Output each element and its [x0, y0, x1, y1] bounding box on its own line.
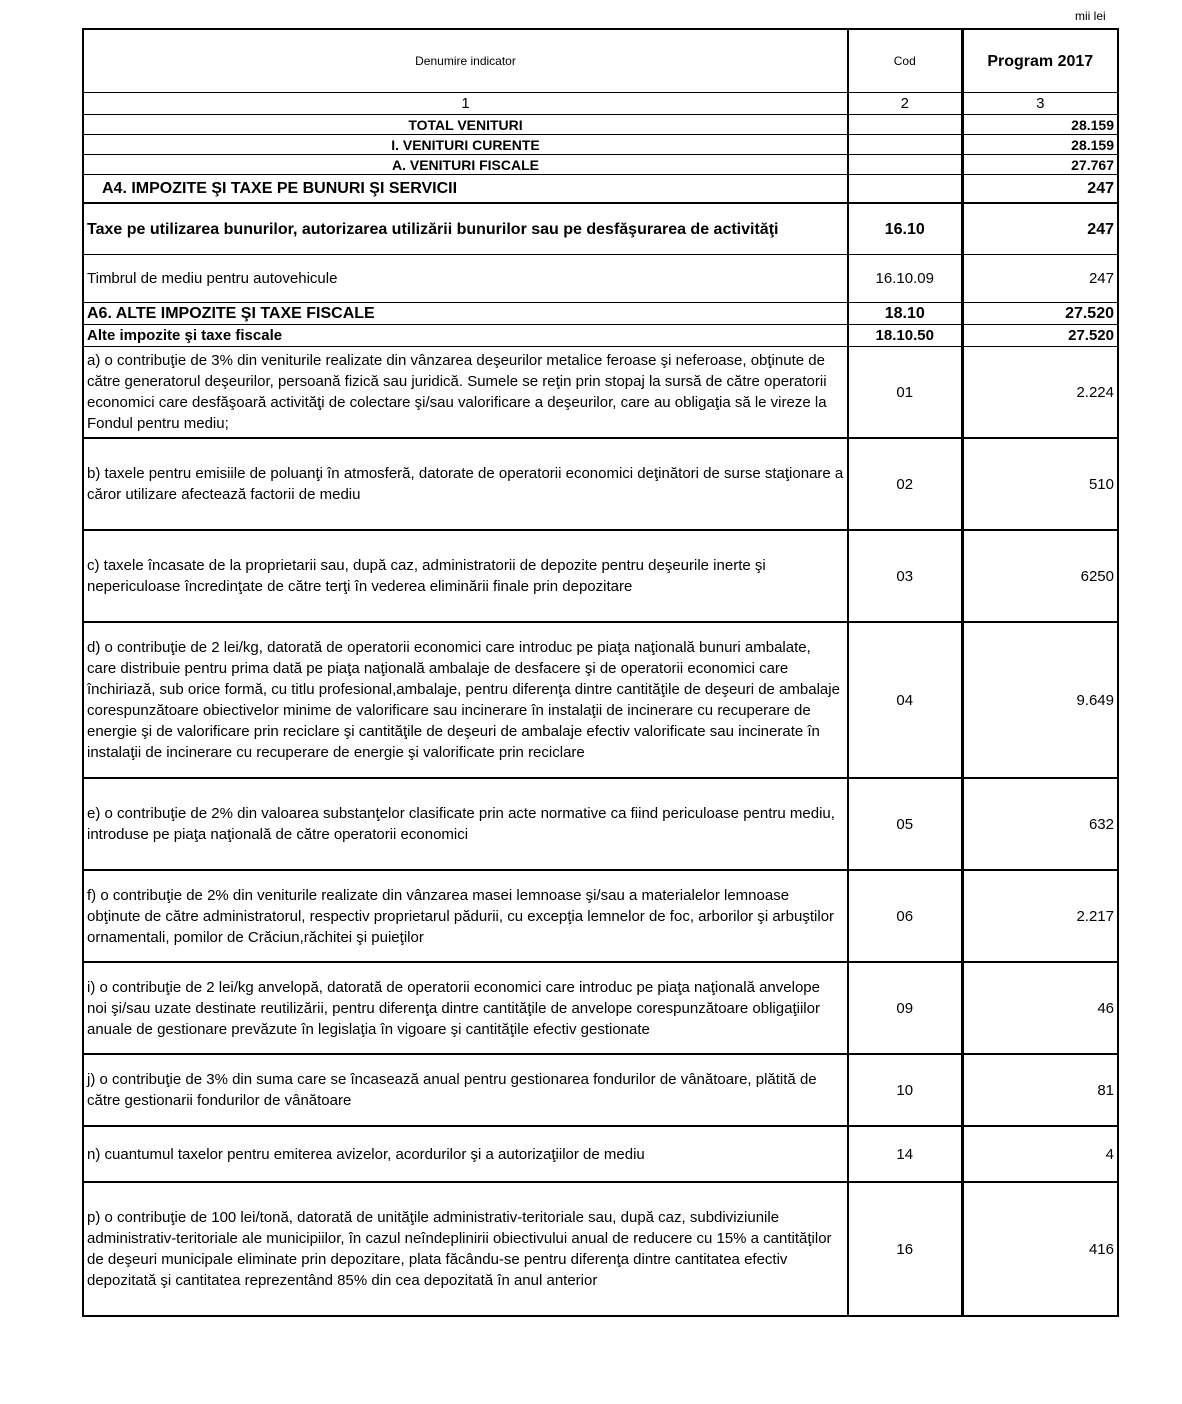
row-value: 247: [962, 175, 1118, 204]
row-code: 01: [848, 347, 962, 439]
row-value: 510: [962, 438, 1118, 530]
row-label: e) o contribuţie de 2% din valoarea substanţelor clasificate prin acte normative ca fiind periculoase pentru mediu, introduse pe piaţa naţională de către operatorii economici: [83, 778, 848, 870]
unit-label: mii lei: [1075, 9, 1106, 23]
row-label: A4. IMPOZITE ŞI TAXE PE BUNURI ŞI SERVICII: [83, 175, 848, 204]
table-row: [83, 1054, 1118, 1126]
column-number-row: [83, 93, 1118, 115]
table-row: [83, 135, 1118, 155]
row-value: 27.520: [962, 325, 1118, 347]
row-value: 81: [962, 1054, 1118, 1126]
table-row: [83, 778, 1118, 870]
row-value: 46: [962, 962, 1118, 1054]
row-label: A. VENITURI FISCALE: [83, 155, 848, 175]
row-value: 247: [962, 203, 1118, 255]
row-code: [848, 175, 962, 204]
row-value: 632: [962, 778, 1118, 870]
row-code: 18.10: [848, 303, 962, 325]
row-label: i) o contribuţie de 2 lei/kg anvelopă, datorată de operatorii economici care introduc pe piaţa naţională anvelope noi şi/sau uzate destinate reutilizării, pentru diferenţa dintre cantităţile de anvelope corespunzătoare obligaţiilor anuale de gestionare prevăzute în legislaţia în vigoare şi cantităţile efectiv gestionate: [83, 962, 848, 1054]
row-value: 4: [962, 1126, 1118, 1182]
row-value: 6250: [962, 530, 1118, 622]
table-row: [83, 255, 1118, 303]
revenue-table: [82, 28, 1119, 1317]
column-number-3: 3: [962, 93, 1118, 115]
header-denumire: Denumire indicator: [83, 29, 848, 93]
header-program: Program 2017: [962, 29, 1118, 93]
row-code: 16.10.09: [848, 255, 962, 303]
row-value: 28.159: [962, 135, 1118, 155]
table-row: [83, 870, 1118, 962]
header-cod: Cod: [848, 29, 962, 93]
row-code: 18.10.50: [848, 325, 962, 347]
table-row: [83, 175, 1118, 204]
column-number-1: 1: [83, 93, 848, 115]
row-code: [848, 115, 962, 135]
row-code: 06: [848, 870, 962, 962]
row-label: f) o contribuţie de 2% din veniturile realizate din vânzarea masei lemnoase şi/sau a materialelor lemnoase obţinute de către administratorul, respectiv proprietarul pădurii, cu excepţia lemnelor de foc, arborilor şi arbuştilor ornamentali, pomilor de Crăciun,răchitei şi puieţilor: [83, 870, 848, 962]
row-code: 05: [848, 778, 962, 870]
table-row: [83, 155, 1118, 175]
row-value: 9.649: [962, 622, 1118, 778]
row-label: a) o contribuţie de 3% din veniturile realizate din vânzarea deşeurilor metalice feroase şi neferoase, obţinute de către generatorul deşeurilor, persoană fizică sau juridică. Sumele se reţin prin stopaj la sursă de către operatorii economici care desfăşoară activităţi de colectare şi/sau valorificare a deşeurilor, care au obligaţia să le vireze la Fondul pentru mediu;: [83, 347, 848, 439]
table-row: [83, 347, 1118, 439]
row-label: Timbrul de mediu pentru autovehicule: [83, 255, 848, 303]
row-label: Taxe pe utilizarea bunurilor, autorizarea utilizării bunurilor sau pe desfăşurarea de activităţi: [83, 203, 848, 255]
row-code: 16: [848, 1182, 962, 1316]
row-label: Alte impozite şi taxe fiscale: [83, 325, 848, 347]
row-label: n) cuantumul taxelor pentru emiterea avizelor, acordurilor şi a autorizaţiilor de mediu: [83, 1126, 848, 1182]
table-row: [83, 303, 1118, 325]
row-label: TOTAL VENITURI: [83, 115, 848, 135]
table-row: [83, 1182, 1118, 1316]
table-row: [83, 1126, 1118, 1182]
row-value: 28.159: [962, 115, 1118, 135]
row-value: 416: [962, 1182, 1118, 1316]
row-value: 2.224: [962, 347, 1118, 439]
table-header-row: [83, 29, 1118, 93]
row-code: 04: [848, 622, 962, 778]
table-row: [83, 438, 1118, 530]
table-row: [83, 203, 1118, 255]
row-value: 27.520: [962, 303, 1118, 325]
row-code: [848, 155, 962, 175]
row-value: 247: [962, 255, 1118, 303]
row-label: A6. ALTE IMPOZITE ŞI TAXE FISCALE: [83, 303, 848, 325]
column-number-2: 2: [848, 93, 962, 115]
table-row: [83, 530, 1118, 622]
row-code: 03: [848, 530, 962, 622]
table-row: [83, 962, 1118, 1054]
row-code: 10: [848, 1054, 962, 1126]
table-row: [83, 325, 1118, 347]
table-row: [83, 622, 1118, 778]
row-label: c) taxele încasate de la proprietarii sau, după caz, administratorii de depozite pentru deşeurile inerte şi nepericuloase încredinţate de către terţi în vederea eliminării finale prin depozitare: [83, 530, 848, 622]
row-label: b) taxele pentru emisiile de poluanţi în atmosferă, datorate de operatorii economici deţinători de surse staţionare a căror utilizare afectează factorii de mediu: [83, 438, 848, 530]
row-code: [848, 135, 962, 155]
row-label: d) o contribuţie de 2 lei/kg, datorată de operatorii economici care introduc pe piaţa naţională bunuri ambalate, care distribuie pentru prima dată pe piaţa naţională ambalaje de desfacere şi de operatorii economici care închiriază, sub orice formă, cu titlu profesional,ambalaje, pentru diferenţa dintre cantităţile de deşeuri de ambalaje corespunzătoare obiectivelor minime de valorificare sau incinerare în instalaţii de incinerare cu recuperare de energie şi de valorificare prin reciclare şi cantităţile de deşeuri de ambalaje efectiv valorificate sau incinerate în instalaţii de incinerare cu recuperare de energie şi valorificate prin reciclare: [83, 622, 848, 778]
table-row: [83, 115, 1118, 135]
row-value: 27.767: [962, 155, 1118, 175]
row-code: 09: [848, 962, 962, 1054]
row-value: 2.217: [962, 870, 1118, 962]
row-label: j) o contribuţie de 3% din suma care se încasează anual pentru gestionarea fondurilor de vânătoare, plătită de către gestionarii fondurilor de vânătoare: [83, 1054, 848, 1126]
row-code: 14: [848, 1126, 962, 1182]
row-code: 02: [848, 438, 962, 530]
row-label: I. VENITURI CURENTE: [83, 135, 848, 155]
row-label: p) o contribuţie de 100 lei/tonă, datorată de unităţile administrativ-teritoriale sau, după caz, subdiviziunile administrativ-teritoriale ale municipiilor, în cazul neîndeplinirii obiectivului anual de reducere cu 15% a cantităţilor de deşeuri municipale eliminate prin depozitare, plata făcându-se pentru diferenţa dintre cantitatea efectiv depozitată şi cantitatea reprezentând 85% din cea depozitată în anul anterior: [83, 1182, 848, 1316]
row-code: 16.10: [848, 203, 962, 255]
